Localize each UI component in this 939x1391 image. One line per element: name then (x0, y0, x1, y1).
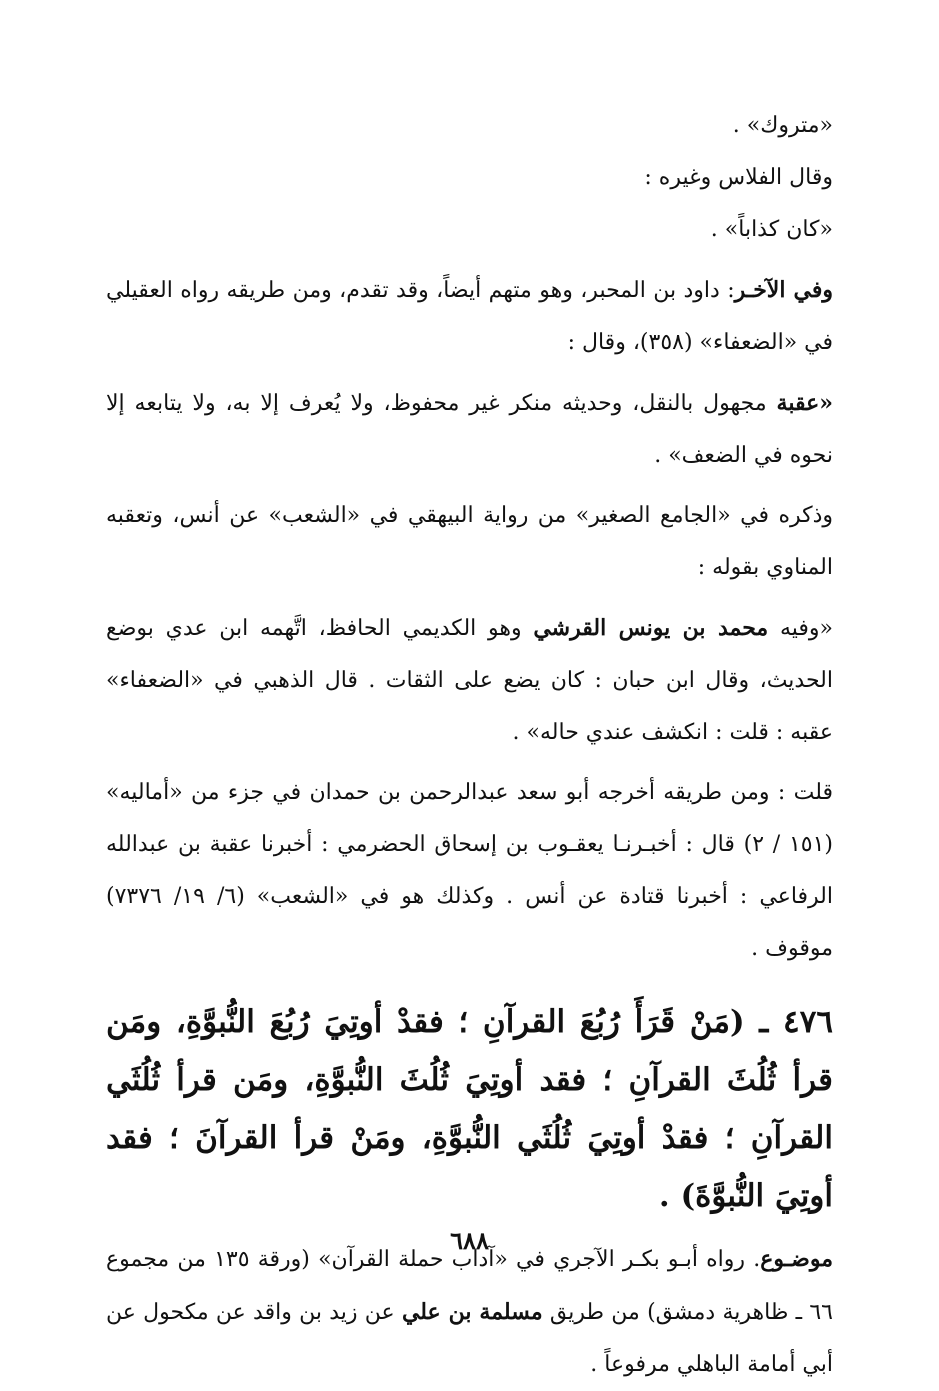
paragraph: قلت : ومن طريقه أخرجه أبو سعد عبدالرحمن بن حمدان في جزء من «أماليه» (١٥١ / ٢) قال : أخبـرنـا يعقـوب بن إسحاق الحضرمي : أخبرنا عقبة بن عبدالله الرفاعي : أخبرنا قتادة عن أنس . وكذلك هو في «الشعب» (٦/ ١٩/ ٧٣٧٦) موقوف . (106, 780, 833, 961)
text-line: وقال الفلاس وغيره : (644, 165, 833, 190)
paragraph (106, 1233, 833, 1391)
paragraph: وذكره في «الجامع الصغير» من رواية البيهقي في «الشعب» عن أنس، وتعقبه المناوي بقوله : (106, 503, 833, 580)
paragraph-text: : داود بن المحبر، وهو متهم أيضاً، وقد تقدم، ومن طريقه رواه العقيلي في «الضعفاء» (٣٥٨)، وقال : (106, 278, 833, 355)
paragraph-lead: وفي الآخـر (734, 277, 833, 303)
paragraph-text: «وفيه (768, 616, 833, 641)
paragraph-text: . رواه أبـو بكـر الآجري في «آداب حملة القرآن» (ورقة ١٣٥ من مجموع ٦٦ ـ ظاهرية دمشق) من طريق (106, 1247, 833, 1325)
hadith-text: ٤٧٦ ـ (مَنْ قَرَأَ رُبُعَ القرآنِ ؛ فقدْ أوتِيَ رُبُعَ النُّبوَّةِ، ومَن قرأ ثُلُثَ القرآنِ ؛ فقد أوتِيَ ثُلُثَ النُّبوَّةِ، ومَن قرأ ثُلُثَي القرآنِ ؛ فقدْ أوتِيَ ثُلُثَي النُّبوَّةِ، ومَنْ قرأ القرآنَ ؛ فقد أوتِيَ النُّبوَّةَ) . (106, 1004, 833, 1214)
paragraph (106, 264, 833, 369)
paragraph-lead: موضـوع (760, 1246, 833, 1272)
text-line: «متروك» . (732, 113, 833, 138)
page-number: ٦٨٨ (450, 1226, 489, 1255)
narrator-name: محمد بن يونس القرشي (533, 615, 769, 641)
paragraph-text: وهو الكديمي الحافظ، اتَّهمه ابن عدي بوضع الحديث، وقال ابن حبان : كان يضع على الثقات . قال الذهبي في «الضعفاء» عقبه : قلت : انكشف عندي حاله» . (106, 616, 833, 745)
narrator-name: مسلمة بن علي (401, 1299, 543, 1325)
paragraph-lead: «عقبة (776, 390, 833, 416)
quote-paragraph (106, 602, 833, 759)
text-line: «كان كذاباً» . (710, 217, 833, 242)
paragraph-text: مجهول بالنقل، وحديثه منكر غير محفوظ، ولا يُعرف إلا به، ولا يتابعه إلا نحوه في الضعف» . (106, 391, 833, 468)
quote-paragraph (106, 377, 833, 482)
paragraph-text: عن زيد بن واقد عن مكحول عن أبي أمامة الباهلي مرفوعاً . (106, 1300, 833, 1377)
